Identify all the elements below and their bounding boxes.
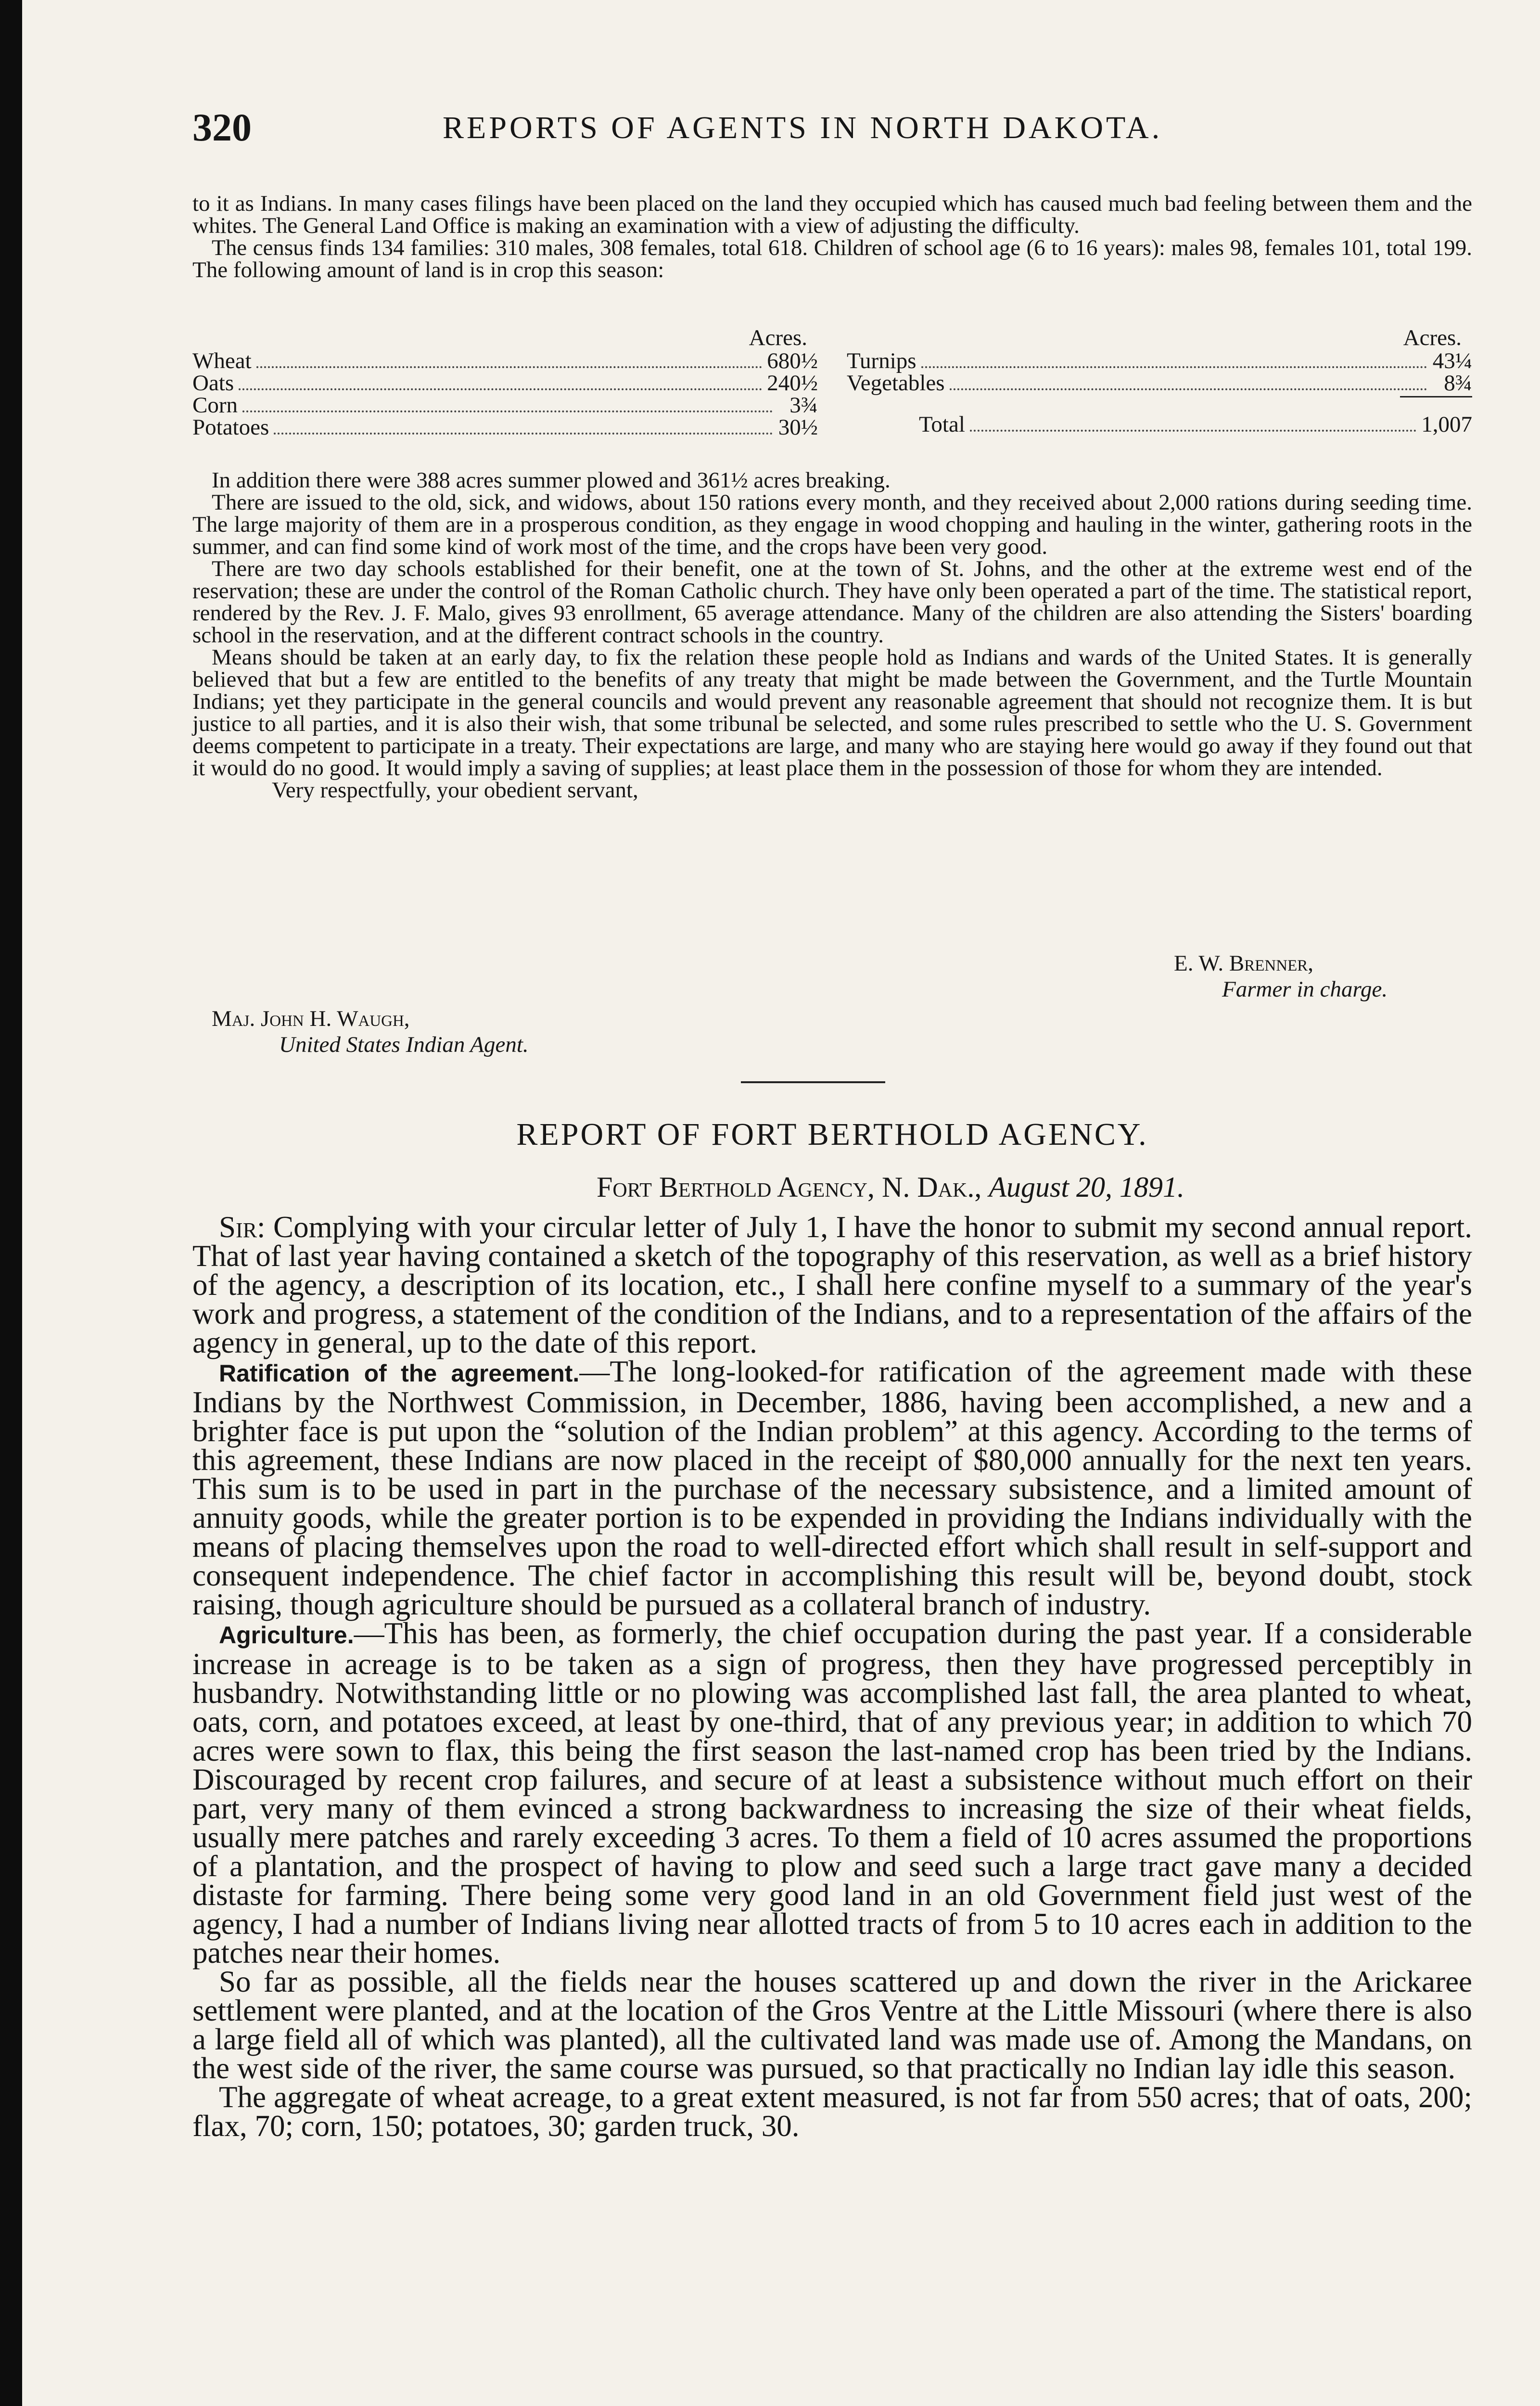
crop-column-left [192, 325, 818, 440]
intro-text [192, 192, 1472, 281]
signature-block [1174, 950, 1472, 1002]
crop-total-row: Total 1,007 [919, 412, 1472, 437]
plowing-paragraph: In addition there were 388 acres summer plowed and 361½ acres breaking. [212, 468, 891, 493]
page-header [192, 105, 1472, 158]
crop-row: Corn 3¾ [192, 393, 818, 418]
ratification-paragraph: Ratification of the agreement.—The long-looked-for ratification of the agreement made with these Indians by the Northwest Commission, in December, 1886, having been accomplished, a new and a brighter face is put upon the “solution of the Indian problem” at this agency. According to the terms of this agreement, these Indians are now placed in the receipt of $80,000 annually for the next ten years. This sum is to be used in part in the purchase of the necessary subsistence, and a limited amount of annuity goods, while the greater portion is to be expended in providing the Indians individually with the means of placing themselves upon the road to well-directed effort which shall result in self-support and consequent independence. The chief factor in accomplishing this result will be, beyond doubt, stock raising, though agriculture should be pursued as a collateral branch of industry. [192, 1355, 1473, 1621]
body-text [192, 469, 1472, 801]
acreage-paragraph: The aggregate of wheat acreage, to a great extent measured, is not far from 550 acres; that of oats, 200; flax, 70; corn, 150; potatoes, 30; garden truck, 30. [192, 2080, 1472, 2143]
salutation: Sir: [219, 1210, 266, 1244]
section-divider [741, 1081, 885, 1083]
signatory-title: Farmer in charge. [1222, 977, 1388, 1002]
census-paragraph: The census finds 134 families: 310 males, 308 females, total 618. Children of school age (6 to 16 years): males 98, females 101, total 199. The following amount of land is in crop this season: [192, 235, 1472, 282]
intro-paragraph: to it as Indians. In many cases filings have been placed on the land they occupied which has caused much bad feeling between them and the whites. The General Land Office is making an examination with a view of adjusting the difficulty. [192, 191, 1472, 238]
side-heading-agriculture: Agriculture. [219, 1622, 354, 1649]
crop-row: Oats 240½ [192, 371, 818, 396]
crop-row: Potatoes 30½ [192, 415, 818, 440]
settlement-paragraph: So far as possible, all the fields near the houses scattered up and down the river in the Arickaree settlement were planted, and at the location of the Gros Ventre at the Little Missouri (where there is also a large field all of which was planted), all the cultivated land was made use of. Among the Mandans, on the west side of the river, the same course was pursued, so that practically no Indian lay idle this season. [192, 1965, 1472, 2085]
section-title: REPORT OF FORT BERTHOLD AGENCY. [516, 1117, 1148, 1152]
signatory-name: E. W. Brenner, [1174, 951, 1314, 976]
treaty-paragraph: Means should be taken at an early day, to fix the relation these people hold as Indians and wards of the United States. It is generally believed that but a few are entitled to the benefits of any treaty that might be made between the Government, and the Turtle Mountain Indians; yet they participate in the general councils and would prevent any reasonable agreement that should not recognize them. It is but justice to all parties, and it is also their wish, that some tribunal be selected, and some rules prescribed to settle who the U. S. Government deems competent to participate in a treaty. Their expectations are large, and many who are staying here would go away if they found out that it would do no good. It would imply a saving of supplies; at least place them in the possession of those for whom they are intended. [192, 645, 1472, 781]
schools-paragraph: There are two day schools established for their benefit, one at the town of St. Johns, and the other at the extreme west end of the reservation; these are under the control of the Roman Catholic church. They have only been operated a part of the time. The statistical report, rendered by the Rev. J. F. Malo, gives 93 enrollment, 65 average attendance. Many of the children are also attending the Sisters' boarding school in the reservation, and at the different contract schools in the country. [192, 556, 1472, 648]
closing-line: Very respectfully, your obedient servant, [272, 778, 638, 803]
total-rule [1400, 396, 1472, 397]
addressee-title: United States Indian Agent. [279, 1032, 529, 1057]
crop-row: Vegetables 8¾ [847, 371, 1472, 396]
agriculture-paragraph: Agriculture.—This has been, as formerly, the chief occupation during the past year. If a considerable increase in acreage is to be taken as a sign of progress, then they have progressed perceptibly in husbandry. Notwithstanding little or no plowing was accomplished last fall, the area planted to wheat, oats, corn, and potatoes exceed, at least by one-third, that of any previous year; in addition to which 70 acres were sown to flax, this being the first season the last-named crop has been tried by the Indians. Discouraged by recent crop failures, and secure of at least a subsistence without much effort on their part, very many of them evinced a strong backwardness to increasing the size of their wheat fields, usually mere patches and rarely exceeding 3 acres. To them a field of 10 acres assumed the proportions of a plantation, and the prospect of having to plow and seed such a large tract gave many a decided distaste for farming. There being some very good land in an old Government field just west of the agency, I had a number of Indians living near allotted tracts of from 5 to 10 acres each in addition to the patches near their homes. [192, 1616, 1472, 1970]
report-body [192, 1210, 1473, 2143]
running-head: REPORTS OF AGENTS IN NORTH DAKOTA. [443, 110, 1163, 145]
acres-header: Acres. [749, 325, 807, 350]
report-intro-paragraph: Sir: Complying with your circular letter of July 1, I have the honor to submit my second annual report. That of last year having contained a sketch of the topography of this reservation, as well as a brief history of the agency, a description of its location, etc., I shall here confine myself to a summary of the year's work and progress, a statement of the condition of the Indians, and to a representation of the affairs of the agency in general, up to the date of this report. [192, 1210, 1472, 1359]
dateline [597, 1171, 1184, 1204]
crop-row: Turnips 43¼ [847, 348, 1472, 373]
dateline-place: Fort Berthold Agency, N. Dak., [597, 1171, 982, 1203]
page-number: 320 [192, 105, 252, 149]
addressee-name: Maj. John H. Waugh, [212, 1006, 410, 1031]
crop-table [192, 325, 1472, 460]
rations-paragraph: There are issued to the old, sick, and widows, about 150 rations every month, and they received about 2,000 rations during seeding time. The large majority of them are in a prosperous condition, as they engage in wood chopping and hauling in the winter, gathering roots in the summer, and can find some kind of work most of the time, and the crops have been very good. [192, 490, 1472, 559]
crop-column-right [847, 325, 1472, 437]
crop-row: Wheat 680½ [192, 348, 818, 373]
side-heading-ratification: Ratification of the agreement. [219, 1360, 580, 1387]
acres-header: Acres. [1403, 325, 1462, 350]
dateline-date: August 20, 1891. [989, 1171, 1184, 1203]
scan-edge [0, 0, 22, 2406]
addressee-block [212, 1006, 789, 1058]
